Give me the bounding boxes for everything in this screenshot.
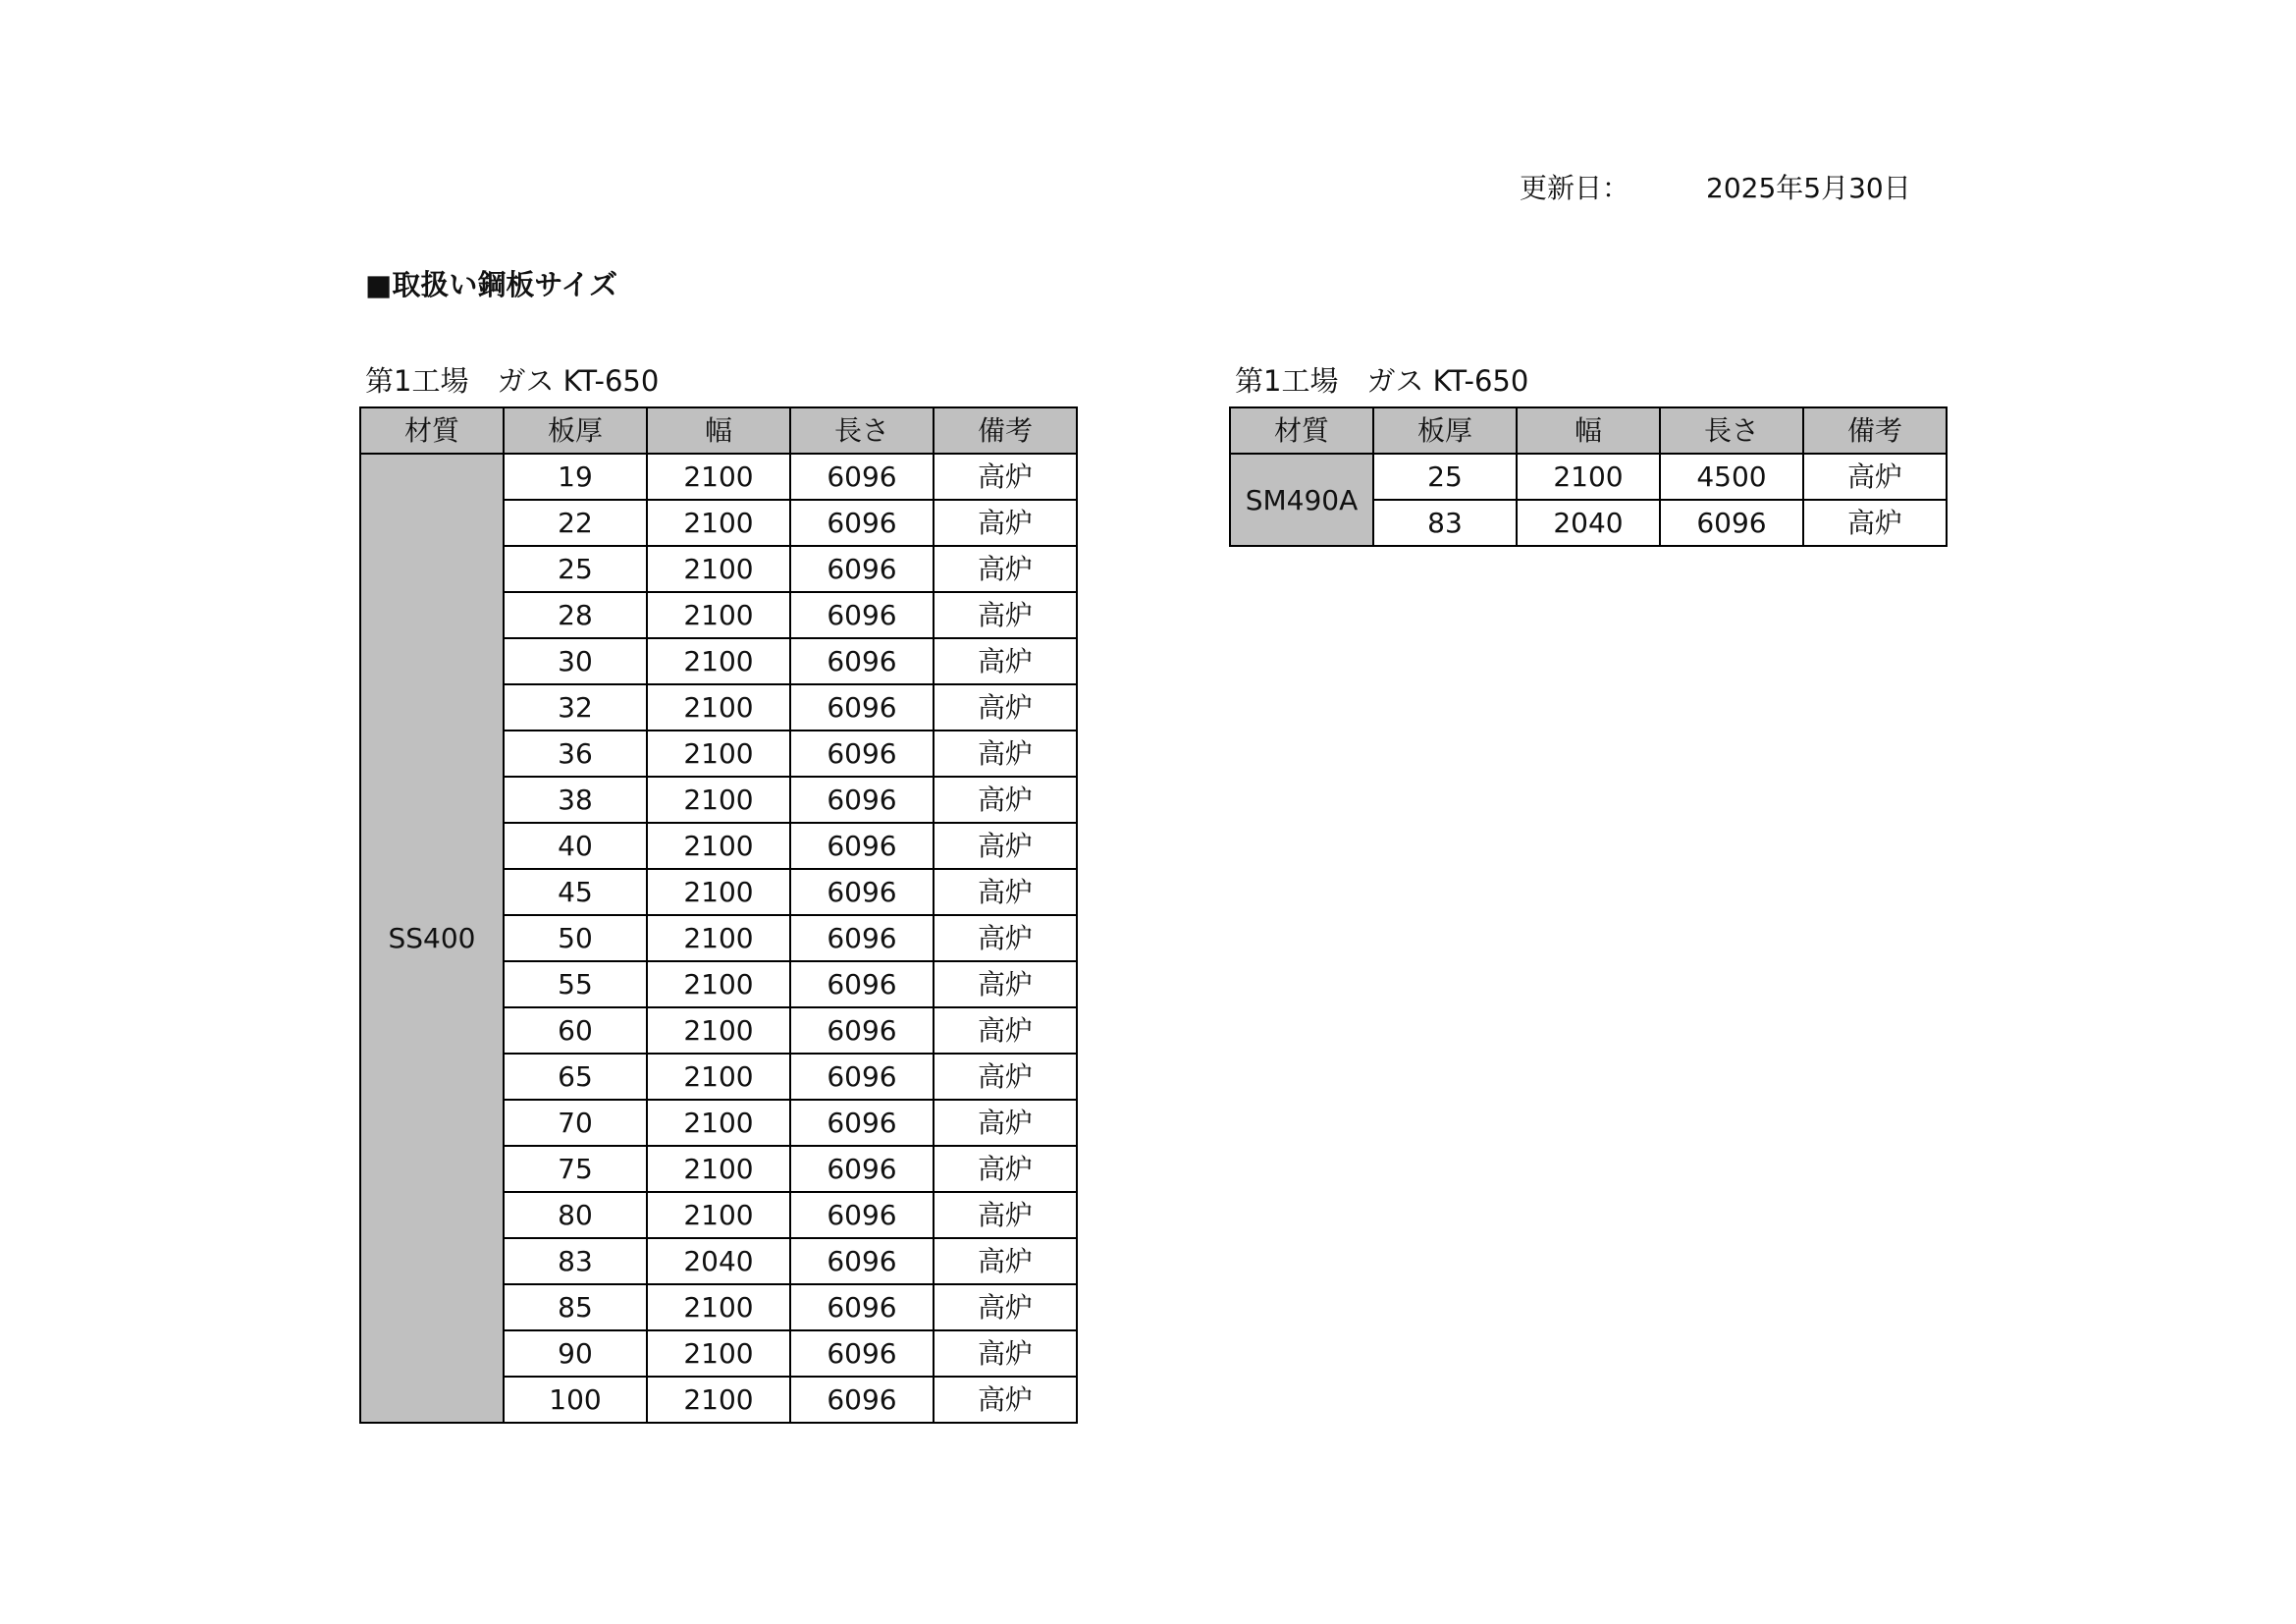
- thickness-cell: 38: [504, 777, 647, 823]
- width-cell: 2100: [647, 777, 790, 823]
- note-cell: 高炉: [934, 1007, 1077, 1054]
- thickness-cell: 45: [504, 869, 647, 915]
- thickness-cell: 28: [504, 592, 647, 638]
- length-cell: 6096: [790, 684, 934, 731]
- thickness-cell: 65: [504, 1054, 647, 1100]
- note-cell: 高炉: [934, 1192, 1077, 1238]
- width-cell: 2100: [647, 500, 790, 546]
- length-cell: 6096: [790, 1192, 934, 1238]
- width-cell: 2100: [647, 1377, 790, 1423]
- note-cell: 高炉: [934, 961, 1077, 1007]
- thickness-cell: 22: [504, 500, 647, 546]
- update-date-line: [1520, 169, 1911, 208]
- thickness-cell: 25: [504, 546, 647, 592]
- width-cell: 2100: [647, 454, 790, 500]
- length-cell: 6096: [790, 500, 934, 546]
- update-date-label: 更新日：: [1520, 172, 1630, 204]
- width-cell: 2100: [1517, 454, 1660, 500]
- thickness-cell: 80: [504, 1192, 647, 1238]
- length-cell: 6096: [790, 823, 934, 869]
- length-cell: 6096: [790, 1146, 934, 1192]
- width-cell: 2100: [647, 915, 790, 961]
- steel-size-table-sm490a: [1229, 406, 1948, 547]
- width-cell: 2100: [647, 1007, 790, 1054]
- note-cell: 高炉: [934, 1146, 1077, 1192]
- note-cell: 高炉: [934, 777, 1077, 823]
- note-cell: 高炉: [934, 823, 1077, 869]
- thickness-cell: 83: [1373, 500, 1517, 546]
- length-cell: 6096: [790, 1054, 934, 1100]
- column-header-material: 材質: [1230, 407, 1373, 454]
- width-cell: 2100: [647, 1284, 790, 1330]
- thickness-cell: 25: [1373, 454, 1517, 500]
- length-cell: 6096: [790, 1284, 934, 1330]
- column-header-thickness: 板厚: [504, 407, 647, 454]
- note-cell: 高炉: [934, 1330, 1077, 1377]
- column-header-note: 備考: [1803, 407, 1947, 454]
- steel-size-table-ss400: [359, 406, 1078, 1424]
- thickness-cell: 36: [504, 731, 647, 777]
- length-cell: 6096: [790, 1377, 934, 1423]
- column-header-width: 幅: [647, 407, 790, 454]
- material-cell: SM490A: [1230, 454, 1373, 546]
- note-cell: 高炉: [934, 1100, 1077, 1146]
- note-cell: 高炉: [934, 546, 1077, 592]
- column-header-note: 備考: [934, 407, 1077, 454]
- width-cell: 2100: [647, 823, 790, 869]
- width-cell: 2100: [647, 684, 790, 731]
- column-header-length: 長さ: [790, 407, 934, 454]
- thickness-cell: 85: [504, 1284, 647, 1330]
- column-header-length: 長さ: [1660, 407, 1803, 454]
- update-date-value: 2025年5月30日: [1706, 172, 1911, 204]
- length-cell: 6096: [790, 1238, 934, 1284]
- note-cell: 高炉: [934, 1238, 1077, 1284]
- length-cell: 6096: [790, 1330, 934, 1377]
- width-cell: 2100: [647, 1100, 790, 1146]
- note-cell: 高炉: [934, 684, 1077, 731]
- width-cell: 2040: [1517, 500, 1660, 546]
- thickness-cell: 75: [504, 1146, 647, 1192]
- length-cell: 6096: [790, 961, 934, 1007]
- table-row: [360, 454, 1077, 500]
- page-title: ■取扱い鋼板サイズ: [365, 268, 618, 301]
- length-cell: 6096: [790, 1100, 934, 1146]
- note-cell: 高炉: [934, 592, 1077, 638]
- table-header-row: [1230, 407, 1947, 454]
- length-cell: 6096: [790, 777, 934, 823]
- length-cell: 6096: [790, 592, 934, 638]
- note-cell: 高炉: [934, 500, 1077, 546]
- length-cell: 6096: [790, 454, 934, 500]
- note-cell: 高炉: [934, 731, 1077, 777]
- thickness-cell: 100: [504, 1377, 647, 1423]
- width-cell: 2100: [647, 592, 790, 638]
- width-cell: 2100: [647, 961, 790, 1007]
- column-header-thickness: 板厚: [1373, 407, 1517, 454]
- width-cell: 2100: [647, 1330, 790, 1377]
- table-row: [1230, 454, 1947, 500]
- width-cell: 2100: [647, 869, 790, 915]
- note-cell: 高炉: [1803, 454, 1947, 500]
- note-cell: 高炉: [934, 1377, 1077, 1423]
- material-cell: SS400: [360, 454, 504, 1423]
- note-cell: 高炉: [1803, 500, 1947, 546]
- width-cell: 2100: [647, 546, 790, 592]
- thickness-cell: 40: [504, 823, 647, 869]
- width-cell: 2100: [647, 731, 790, 777]
- width-cell: 2100: [647, 1054, 790, 1100]
- width-cell: 2100: [647, 1192, 790, 1238]
- width-cell: 2100: [647, 1146, 790, 1192]
- table-caption-ss400: 第1工場 ガス KT-650: [365, 364, 660, 398]
- note-cell: 高炉: [934, 1054, 1077, 1100]
- thickness-cell: 83: [504, 1238, 647, 1284]
- thickness-cell: 19: [504, 454, 647, 500]
- thickness-cell: 30: [504, 638, 647, 684]
- thickness-cell: 90: [504, 1330, 647, 1377]
- note-cell: 高炉: [934, 915, 1077, 961]
- length-cell: 6096: [790, 731, 934, 777]
- length-cell: 6096: [790, 915, 934, 961]
- thickness-cell: 60: [504, 1007, 647, 1054]
- thickness-cell: 50: [504, 915, 647, 961]
- thickness-cell: 55: [504, 961, 647, 1007]
- length-cell: 6096: [790, 1007, 934, 1054]
- note-cell: 高炉: [934, 1284, 1077, 1330]
- length-cell: 6096: [790, 546, 934, 592]
- thickness-cell: 70: [504, 1100, 647, 1146]
- note-cell: 高炉: [934, 454, 1077, 500]
- length-cell: 6096: [1660, 500, 1803, 546]
- column-header-material: 材質: [360, 407, 504, 454]
- note-cell: 高炉: [934, 638, 1077, 684]
- table-header-row: [360, 407, 1077, 454]
- length-cell: 6096: [790, 869, 934, 915]
- table-caption-sm490a: 第1工場 ガス KT-650: [1235, 364, 1529, 398]
- width-cell: 2040: [647, 1238, 790, 1284]
- width-cell: 2100: [647, 638, 790, 684]
- thickness-cell: 32: [504, 684, 647, 731]
- length-cell: 4500: [1660, 454, 1803, 500]
- column-header-width: 幅: [1517, 407, 1660, 454]
- length-cell: 6096: [790, 638, 934, 684]
- note-cell: 高炉: [934, 869, 1077, 915]
